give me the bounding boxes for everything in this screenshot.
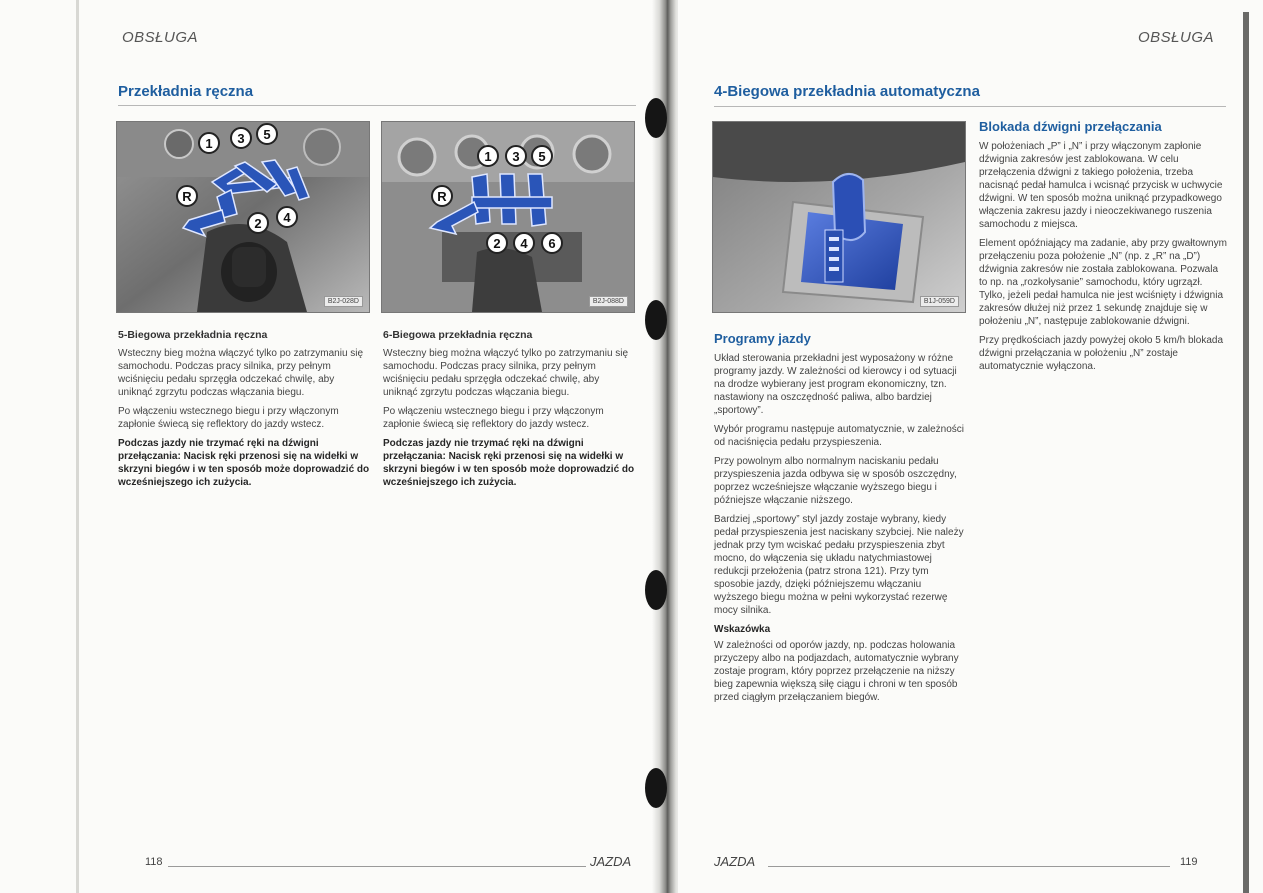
page-edge — [1243, 12, 1249, 893]
text-column-6-speed — [383, 347, 635, 495]
gear-marker: R — [182, 189, 192, 204]
gear-marker: 4 — [283, 210, 291, 225]
page-header: OBSŁUGA — [1138, 29, 1215, 46]
six-speed-shift-photo — [381, 121, 635, 313]
figure-code: B2J-028D — [324, 296, 363, 307]
five-speed-shift-photo — [116, 121, 370, 313]
paragraph: W położeniach „P” i „N” i przy włączonym zapłonie dźwignia zakresów jest zablokowana. W celu przełączenia dźwigni z takiego położenia, trzeba nacisnąć pedał hamulca i wcisnąć przycisk w uchwycie dźwigni. W ten sposób można uniknąć przypadkowego włączenia zakresu jazdy i nieoczekiwanego ruszenia samochodu z miejsca. — [979, 141, 1223, 230]
footer-label: JAZDA — [714, 854, 756, 869]
page-edge — [76, 0, 79, 893]
column-heading: 5-Biegowa przekładnia ręczna — [118, 329, 268, 341]
paragraph: Wsteczny bieg można włączyć tylko po zatrzymaniu się samochodu. Podczas pracy silnika, przy pełnym wciśnięciu pedału sprzęgła odczekać chwilę, aby uniknąć zgrzytu podczas włączania biegu. — [118, 348, 364, 398]
paragraph: Element opóźniający ma zadanie, aby przy gwałtownym przełączeniu poza położenie „N” (np. z „R” na „D”) dźwignia zakresów nie została zablokowana. Pozwala to np. na „rozkołysanie” samochodu, który ugrzązł. Tylko, jeżeli pedał hamulca nie jest wciśnięty i dźwignia zakresów dłużej niż przez 1 sekundę znajduje się w położeniu „N”, następuje zablokowanie dźwigni. — [979, 238, 1227, 327]
section-title: 4-Biegowa przekładnia automatyczna — [714, 83, 980, 100]
paragraph: Wsteczny bieg można włączyć tylko po zatrzymaniu się samochodu. Podczas pracy silnika, przy pełnym wciśnięciu pedału sprzęgła odczekać chwilę, aby uniknąć zgrzytu podczas włączania biegu. — [383, 348, 629, 398]
figure-code: B2J-088D — [589, 296, 628, 307]
page-number: 118 — [145, 856, 163, 868]
gear-marker: 3 — [512, 149, 520, 164]
figure-code: B1J-059D — [920, 296, 959, 307]
footer-label: JAZDA — [590, 854, 632, 869]
paragraph: Przy powolnym albo normalnym naciskaniu pedału przyspieszenia jazda odbywa się w sposób oszczędny, poprzez wcześniejsze włączanie wyższego biegu i późniejsze włączanie niższego. — [714, 456, 957, 506]
gear-marker: 3 — [237, 131, 245, 146]
section-title: Przekładnia ręczna — [118, 83, 254, 100]
right-page — [678, 0, 1263, 893]
paragraph: Po włączeniu wstecznego biegu i przy włączonym zapłonie świecą się reflektory do jazdy wstecz. — [118, 406, 339, 430]
gear-marker: 4 — [520, 236, 528, 251]
gear-marker: 5 — [263, 127, 271, 142]
paragraph: Układ sterowania przekładni jest wyposażony w różne programy jazdy. W zależności od kierowcy i od sytuacji na drodze wybierany jest program ekonomiczny, tzn. nastawiony na oszczędność paliwa, albo bardziej „sportowy”. — [714, 353, 957, 416]
page-header: OBSŁUGA — [122, 29, 199, 46]
title-rule — [118, 105, 636, 106]
gear-marker: R — [437, 189, 447, 204]
footer-rule — [168, 866, 586, 867]
binding-hole — [645, 570, 667, 610]
gear-marker: 5 — [538, 149, 546, 164]
paragraph: Po włączeniu wstecznego biegu i przy włączonym zapłonie świecą się reflektory do jazdy wstecz. — [383, 406, 604, 430]
text-column-programs — [714, 352, 966, 710]
title-rule — [714, 106, 1226, 107]
gear-marker: 1 — [205, 136, 213, 151]
text-column-lock — [979, 140, 1229, 379]
text-column-5-speed — [118, 347, 370, 495]
gear-marker: 6 — [548, 236, 556, 251]
column-heading: Programy jazdy — [714, 331, 811, 346]
note-paragraph: W zależności od oporów jazdy, np. podczas holowania przyczepy albo na podjazdach, automatycznie wybrany zostaje program, który poprzez przełączenie na niższy bieg zapewnia większą siłę ciągu i chroni w ten sposób przed ciągłym przełączaniem biegów. — [714, 640, 959, 703]
binding-hole — [645, 768, 667, 808]
paragraph: Przy prędkościach jazdy powyżej około 5 km/h blokada dźwigni przełączania w położeniu „N” zostaje automatycznie wyłączona. — [979, 335, 1224, 372]
page-number: 119 — [1180, 856, 1198, 868]
warning-paragraph: Podczas jazdy nie trzymać ręki na dźwigni przełączania: Nacisk ręki przenosi się na widełki w skrzyni biegów i w ten sposób może doprowadzić do wcześniejszego ich zużycia. — [118, 438, 370, 488]
gear-marker: 2 — [493, 236, 501, 251]
binding-hole — [645, 300, 667, 340]
paragraph: Bardziej „sportowy” styl jazdy zostaje wybrany, kiedy pedał przyspieszenia jest naciskany szybciej. Nie należy jednak przy tym wciskać pedału przyspieszenia zbyt mocno, do włączenia się układu natychmiastowej redukcji przełożenia (patrz strona 121). Przy tym sposobie jazdy, dzięki późniejszemu włączaniu wyższego biegu można w pełni wykorzystać rezerwę mocy silnika. — [714, 514, 964, 616]
note-heading: Wskazówka — [714, 624, 771, 635]
paragraph: Wybór programu następuje automatycznie, w zależności od naciśnięcia pedału przyspieszenia. — [714, 424, 965, 448]
binding-hole — [645, 98, 667, 138]
column-heading: Blokada dźwigni przełączania — [979, 119, 1162, 134]
column-heading: 6-Biegowa przekładnia ręczna — [383, 329, 533, 341]
gear-marker: 2 — [254, 216, 262, 231]
footer-rule — [768, 866, 1170, 867]
warning-paragraph: Podczas jazdy nie trzymać ręki na dźwigni przełączania: Nacisk ręki przenosi się na widełki w skrzyni biegów i w ten sposób może doprowadzić do wcześniejszego ich zużycia. — [383, 438, 635, 488]
gear-marker: 1 — [484, 149, 492, 164]
automatic-selector-photo — [712, 121, 966, 313]
